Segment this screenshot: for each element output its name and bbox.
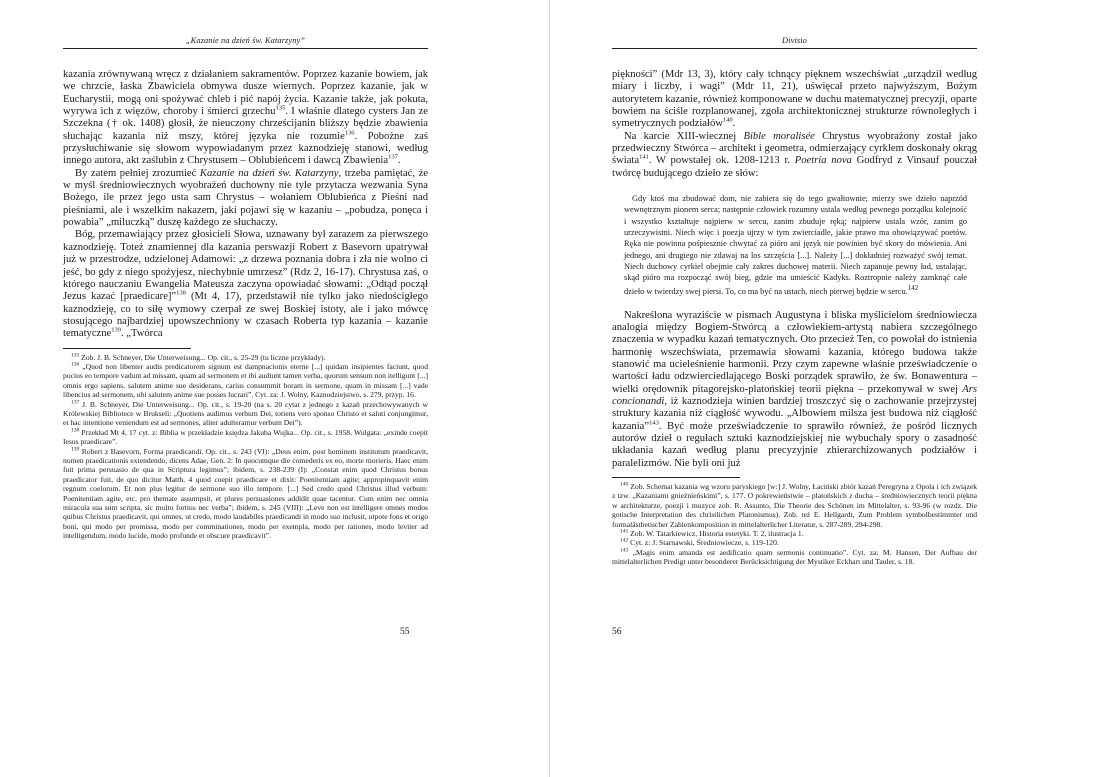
left-text-column xyxy=(63,36,428,541)
footnote: $^{142}$ Cyt. z: J. Starnawski, Średniowiecze, s. 119-120. xyxy=(620,537,779,548)
footnote-rule xyxy=(63,348,191,349)
work-title: Bible moralisée xyxy=(743,130,815,142)
footnote: $^{137}$ J. B. Schneyer, Die Unterweisung... Op. cit., s. 19-20 (na s. 20 cytat z jednego z kazań przechowywanych w Królewskiej Bibliotece w Brukseli: „Quotiens audimus verbum Dei, totiens vero sponso Christo et saluti conjungimur, et hac intentione veniendum est ad sermones, aliter adulteramur verbum Dei”). xyxy=(63,399,428,428)
right-page xyxy=(550,0,1100,777)
footnote-ref: 139 xyxy=(111,326,121,334)
paragraph: Bóg, przemawiający przez głosicieli Słowa, uznawany był zarazem za pierwszego kaznodzieję. Toteż znamiennej dla kazania perswazji Robert z Basevorn upatrywał już w przestrodze, udzielonej Adamowi: „z drzewa poznania dobra i zła nie wolno ci jeść, bo gdy z niego spożyjesz, niechybnie umrzesz” (Rdz 2, 16-17). Chrystusa zaś, o którego nauczaniu Ewangelia Mateusza zaczyna opowiadać słowami: „Odtąd począł Jezus kazać [praedicare]”$^{138}$ (Mt 4, 17), przedstawił nie tylko jako niedościgłego kaznodzieję, co to siłę wymowy czerpał ze swej Boskiej istoty, ale i jako mówcę stosującego najbardziej upowszechniony w czasach Roberta typ kazania – kazanie tematyczne$^{139}$. „Twórca xyxy=(63,229,428,340)
footnote-ref: 142 xyxy=(907,285,919,293)
footnote-rule xyxy=(612,477,740,478)
paragraph: By zatem pełniej zrozumieć Kazanie na dzień św. Katarzyny, trzeba pamiętać, że w myśl średniowiecznych wyobrażeń duchowny nie tyle przytacza wezwania Syna Bożego, ile przez jego usta sam Chrystus – wołaniem Oblubieńca z Pieśni nad pieśniami, ale i wszelkim nakazem, jaki pojawi się w kazaniu – „pobudza, ponęca i powabia” „miluczką” duszę każdego ze słuchaczy. xyxy=(63,167,428,229)
left-footnotes xyxy=(63,353,428,541)
right-text-column xyxy=(612,36,977,567)
work-title: Poetria nova xyxy=(794,155,852,167)
block-quote: Gdy ktoś ma zbudować dom, nie zabiera się do tego gwałtownie; mierzy swe dzieło naprzód wewnętrznym pionem serca; następnie człowiek rozumny ustala według pewnego porządku kolejność i wszystko kształtuje najpierw w sercu, zanim zbuduje ręką; najpierw ustala wzór, zanim go urzeczywistni. Niech więc i poezja ujrzy w tym zwierciadle, jakie prawo ma obowiązywać poetów. Ręka nie powinna pośpiesznie chwytać za pióro ani język nie powinien być skory do mówienia. Ani jednego, ani drugiego nie zdawaj na los szczęścia [...]. Należy [...] dokładniej rozważyć swój temat. Niech duchowy cyrkiel obejmie cały zakres duchowej materii. Niech zapanuje pewny ład, ustalając, skąd pióro ma rozpocząć swój bieg, gdzie ma umieścić Kadyks. Roztropnie należy zamknąć całe dzieło w twierdzy swej piersi. To, co ma być na ustach, niech pierwej będzie w sercu.$^{142}$ xyxy=(624,194,967,297)
paragraph: Na karcie XIII-wiecznej Bible moralisée Chrystus wyobrażony został jako przedwieczny Stwórca – architekt i geometra, odmierzający cyrklem doskonały okrąg świata$^{141}$. W powstałej ok. 1208-1213 r. Poetria nova Godfryd z Vinsauf pouczał twórcę budującego dzieło ze słów: xyxy=(612,130,977,179)
left-page-number: 55 xyxy=(400,627,410,637)
sermon-title: Kazanie na dzień św. Katarzyny xyxy=(199,167,339,179)
footnote-ref: 136 xyxy=(344,129,355,137)
footnote-ref: 138 xyxy=(176,289,186,297)
right-body-text xyxy=(612,69,977,180)
right-running-head: Divisio xyxy=(612,36,977,49)
paragraph: Nakreślona wyraziście w pismach Augustyna i bliska myślicielom średniowiecza analogia między Bogiem-Stwórcą a człowiekiem-artystą nabiera szczególnego znaczenia w wypadku kazań tematycznych. Oto przecież Ten, co powołał do istnienia harmonię wszechświata, przemawia słowami kazania, którego budowa także stanowić ma ucieleśnienie harmonii. Przy czym zapewne właśnie przeświadczenie o wartości ładu odzwierciedlającego Boski porządek sprawiło, że św. Bonawentura – wielki orędownik pitagorejsko-platońskiej teorii piękna – przekonywał w swej Ars concionandi, iż kaznodzieja winien bardziej troszczyć się o zachowanie przejrzystej struktury kazania niż ciągłość wywodu. „Albowiem milsza jest budowa niż ciągłość kazania”$^{143}$. Być może przeświadczenie to sprawiło również, że pośród licznych autorów dzieł o regułach sztuki kaznodziejskiej nie wybuchały spory o zasadność układania kazań według planu precyzyjnie zhierarchizowanych podziałów i paralelizmów. Nie byli oni już xyxy=(612,309,977,469)
right-body-text-continued xyxy=(612,310,977,470)
footnote-ref: 143 xyxy=(649,419,659,427)
footnote-ref: 140 xyxy=(722,116,733,124)
work-title: Ars concionandi xyxy=(612,383,977,407)
footnote: $^{143}$ „Magis enim amanda est aedificatio quam sermonis continuatio”. Cyt. za: M. Hansen, Der Aufbau der mittelalterlichen Predigt unter besonderer Berücksichtigung der Mystiker Eckhart und Tauler, s. 18. xyxy=(612,547,977,567)
paragraph: piękności” (Mdr 13, 3), który cały tchnący pięknem wszechświat „urządził według miary i liczby, i wagi” (Mdr 11, 21), uświęcał przeto najwyższym, Bożym autorytetem kazanie, również komponowane w duchu matematycznej precyzji, oparte bowiem na ściśle rozplanowanej, zgoła architektonicznej strukturze równoległych i symetrycznych podziałów$^{140}$. xyxy=(612,69,977,130)
footnote: $^{140}$ Zob. Schemat kazania wg wzoru paryskiego [w:] J. Wolny, Łaciński zbiór kazań Peregryna z Opola i ich związek z tzw. „Kazaniami gnieźnieńskimi”, s. 177. O pokrewieństwie – platońskich z ducha – średniowiecznych teorii piękna w architekturze, poezji i muzyce zob. R. Assunto, Die Theorie des Schönen im Mittelalter, s. 93-96 (w rozdz. Die gotische Interpretation des christlichen Platonismus). Zob. też E. Hellgardt, Zum Problem symbolbestimmter und formalästhetischer Zahlenkomposition in mittelalterlicher Literatur, s. 287-289, 294-298. xyxy=(612,481,977,529)
footnote: $^{141}$ Zob. W. Tatarkiewicz, Historia estetyki. T. 2, ilustracja 1. xyxy=(620,528,804,539)
left-running-head: „Kazanie na dzień św. Katarzyny” xyxy=(63,36,428,49)
footnote-ref: 137 xyxy=(388,153,398,161)
right-footnotes xyxy=(612,482,977,567)
footnote: $^{136}$ „Quod non libenter audis predicatorem signum est dampnacionis eterne [...] quidam insipientes faciunt, quod pocius eo tempore vadunt ad missam, quam ad sermonem et ibi audiunt tamen verba, quorum sensum non itelligunt [...] omnis ergo sapiens, salutem anime sue desiderans, carius consummit horam in sermone, quam in missam [...] vade libencius ad sermonem, ubi salutem anime sue posses lucrari”. Cyt. za: J. Wolny, Kaznodziejstwo, s. 279, przyp. 16. xyxy=(63,361,428,400)
footnote-ref: 135 xyxy=(275,104,286,112)
paragraph: kazania zrównywaną wręcz z działaniem sakramentów. Poprzez kazanie bowiem, jak we chrzcie, łaska Zbawiciela obmywa dusze wiernych. Poprzez kazanie, jak w Eucharystii, mogą oni spożywać chleb i pić napój życia. Kazanie także, jak pokuta, wyrywa ich z więzów, choroby i śmierci grzechu$^{135}$. I właśnie dlatego cysters Jan ze Szczekna († ok. 1408) głosił, że nieuczony chrześcijanin bliższy będzie zbawienia słuchając kazania niż mszy, której języka nie rozumie$^{136}$. Pobożne zaś przysłuchiwanie się słowom wypowiadanym przez kaznodzieję stanowi, według innego autora, akt zaślubin z Chrystusem – Oblubieńcem i dawcą Zbawienia$^{137}$. xyxy=(63,69,428,167)
right-page-number: 56 xyxy=(612,627,622,637)
left-body-text xyxy=(63,69,428,341)
footnote: $^{138}$ Przekład Mt 4, 17 cyt. z: Biblia w przekładzie księdza Jakuba Wujka... Op. cit., s. 1958. Wulgata: „exinde coepit Iesus praedicare”. xyxy=(63,427,428,447)
footnote: $^{139}$ Robert z Basevorn, Forma praedicandi. Op. cit., s. 243 (VI): „Deus enim, post hominem institutum praedicavit, nomen praedicationis extendendo, dicens Adae, Gen. 2: In quocumque die comederis ex eo, morte morieris. Haec enim fuit prima persuasio de qua in Scriptura legimus”; ibidem, s. 238-239 (I): „Constat enim quod Christus bonus praedicator fuit, de quo dicitur Matth. 4 quod coepit praedicare et dixit: Poenitentiam agite; appropinquavit enim regnum coelorum. Et non plus legitur de sermone suo illo tempore. [...] Sed credo quod Christus illud verbum: Poenitentiam agite, etc. pro themate assumpsit, et plures persuasiones addidit quae tacentur. Cum enim nec omnia miracula sua sunt scripta, sic multo fortius nec verba”; ibidem, s. 245 (VIII): „Leve non est intelligere omnes modos quibus Christus praedicavit, qui omnes, ut credo, modo laudabiles praedicandi in modo suo inclusit, utpote fons et origo boni, qui modo per promissa, modo per comminationes, modo per exempla, modo per rationes, modo leviter ad intelligendum, modo lucide, modo profunde et obscure praedicavit”. xyxy=(63,446,428,541)
footnote-ref: 141 xyxy=(639,153,649,161)
footnote: $^{135}$ Zob. J. B. Schneyer, Die Unterweisung... Op. cit., s. 25-29 (tu liczne przykłady). xyxy=(71,352,326,362)
